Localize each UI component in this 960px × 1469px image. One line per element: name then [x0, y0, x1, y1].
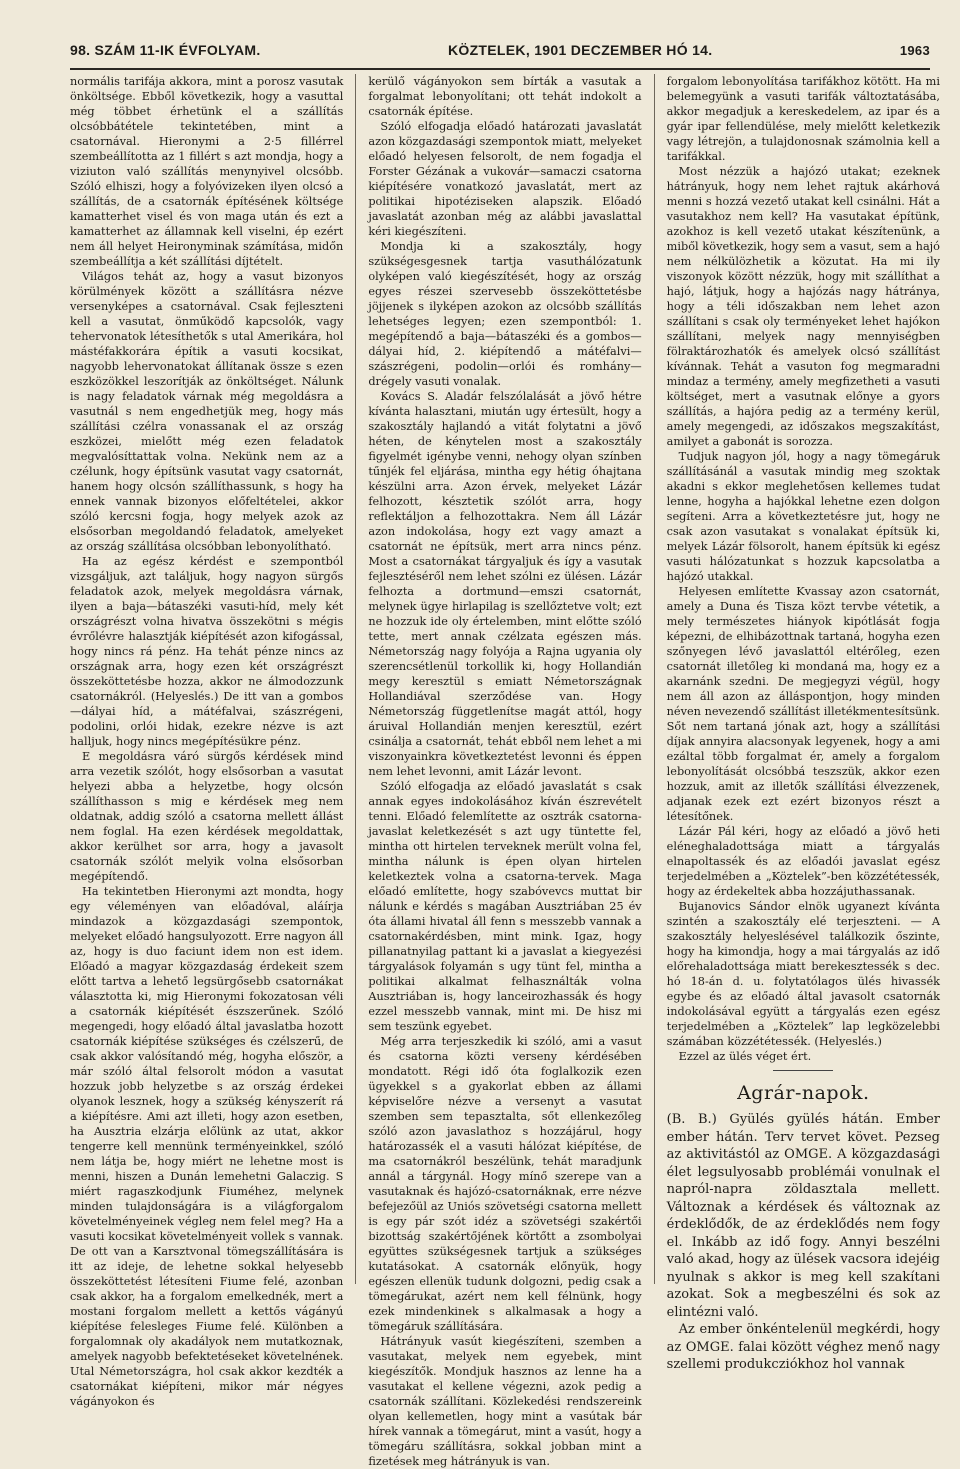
paragraph: Szóló elfogadja az előadó javaslatát s csak annak egyes indokolásához kíván észrevételt tenni. Előadó felemlítette az osztrák csatorna-javaslat keletkezését s azt ugy tüntette fel, mintha ott hirtelen terveknek merült volna fel, mintha nálunk is épen olyan hirtelen keletkeztek volna a csatorna-tervek. Maga előadó említette, hogy szabóvevcs muttat bir nálunk e kérdés s magában Ausztriában 25 év óta állami hivatal áll fenn s messzebb vannak a csatornakérdésben, mint mink. Igaz, hogy pillanatnyilag pattant ki a javaslat a kiegyezési tárgyalások folyamán s ugy tünt fel, mintha a politikai alkalmat felhasználták volna Ausztriában is, hogy lanceirozhassák és hogy ezzel messzebb vannak, mint mi. De hisz mi sem teszünk egyebet.: [368, 780, 642, 1033]
paragraph: Az ember önkéntelenül megkérdi, hogy az OMGE. falai között véghez menő nagy szellemi produkcziókhoz hol vannak: [666, 1322, 940, 1372]
paragraph: Tudjuk nagyon jól, hogy a nagy tömegáruk szállításánál a vasutak mindig meg szoktak akadni s ekkor meglehetősen kellemes tudat lenne, hogyha a hajókkal lehetne ezen dolgon segíteni. Arra a következtetésre jut, hogy ne csak azon vasutakat s vonalakat építsük ki, melyek Lázár fölsorolt, hanem építsük ki egész vasuti hálózatunkat s hozzuk kapcsolatba a hajózó utakkal.: [666, 450, 940, 583]
article-columns: [70, 74, 940, 1468]
paragraph: Most nézzük a hajózó utakat; ezeknek hátrányuk, hogy nem lehet rajtuk akárhová menni s hozzá vezető utakat kell csinálni. Hát a vasutakhoz nem kell? Ha vasutakat építünk, azokhoz is kell vezető utakat készítenünk, a miből következik, hogy sem a vasut, sem a hajó nem nélkülözhetik a közutat. Ha mi ily viszonyok között nézzük, hogy mit szállíthat a hajó, látjuk, hogy a hajózás nagy hátránya, hogy a téli időszakban nem lehet azon szállítani s csak oly terményeket lehet hajókon szállítani, melyek nagy mennyiségben fölraktározhatók és amelyek olcsó szállítást kívánnak. Tehát a vasuton fog megmaradni mindaz a termény, amely megfizetheti a vasuti költséget, mert a vasutnak előnye a gyors szállítás, a hajóra pedig az a termény kerül, amely megengedi, az időszakos megszakítást, amilyet a gabonát is sorozza.: [666, 165, 940, 448]
paragraph: Lázár Pál kéri, hogy az előadó a jövő heti eléneghaladottsága miatt a tárgyalás elnapoltassék és az előadói javaslat egész terjedelmében a „Köztelek”-ben közzététessék, hogy az érdekeltek abba hozzájuthassanak.: [666, 825, 940, 898]
paragraph: kerülő vágányokon sem bírták a vasutak a forgalmat lebonyolítani; ott tehát indokolt a csatornák építése.: [368, 75, 642, 118]
paragraph: Helyesen említette Kvassay azon csatornát, amely a Duna és Tisza közt tervbe vétetik, a mely természetes hiányok kipótlását fogja képezni, de elhibázottnak tartaná, hogyha ezen szőnyegen lévő javaslattól eltérőleg, ezen csatornát illetőleg ki mondaná ma, hogy ez a akarnánk szedni. De megjegyzi végül, hogy nem áll azon az álláspontjon, hogy minden néven nevezendő szállítást illetékmentesítsünk. Sőt nem tartaná jónak azt, hogy a szállítási díjak annyira alacsonyak legyenek, hogy a ami ezáltal több forgalmat ér, amely a forgalom lebonyolítását olcsóbbá teszszük, akkor ezen hozzuk, amit az illetők szállítási élvezzenek, adjanak ezek ezt ezért bizonyos részt a létesítőnek.: [666, 585, 940, 823]
page-number: 1963: [899, 43, 930, 58]
paragraph: Ha az egész kérdést e szempontból vizsgáljuk, azt találjuk, hogy nagyon sürgős feladatok azok, melyek megoldásra várnak, ilyen a baja—bátaszéki vasuti-híd, mely két országrészt volna hivatva összekötni s mégis évrőlévre halasztják kiépítését azon kifogással, hogy nincs rá pénz. Ha tehát pénze nincs az országnak arra, hogy ezen két országrészt összeköttetésbe hozza, akkor ne álmodozzunk csatornákról. (Helyeslés.) De itt van a gombos—dályai híd, a mátéfalvai, szászrégeni, podolini, orlói hidak, ezekre nézve is azt halljuk, hogy nincs megépítésükre pénz.: [70, 555, 344, 748]
paragraph: forgalom lebonyolítása tarifákhoz kötött. Ha mi belemegyünk a vasuti tarifák változtatásába, akkor megadjuk a kereskedelem, az ipar és a gyár ipar fellendülése, mely mielőtt keletkezik vagy létrejön, a tulajdonosnak számolnia kell a tarifákkal.: [666, 75, 940, 163]
paragraph: Még arra terjeszkedik ki szóló, ami a vasut és csatorna közti verseny kérdésében mondatott. Régi idő óta foglalkozik ezen ügyekkel s a gyakorlat ebben az állami képviselőre nézve a versenyt a vasutat szemben sem tepasztalta, sőt ellenkezőleg szóló azon javaslathoz s hozzájárul, hogy határozassék el a vasuti hálózat kiépítése, de ma csatornákról beszélünk, tehát maradjunk annál a tárgynál. Hogy mínő szerepe van a vasutaknak és hajózó-csatornáknak, erre nézve befejezőül az Uniós szövetségi csatorna mellett is egy pár szót idéz a szövetségi szakértői bizottság szakértőjének körtőtt a zsombolyai együttes szükségesnek tartjuk a szükséges kutatásokat. A csatornák előnyük, hogy egészen ellenük tudunk dolgozni, pedig csak a tömegárukat, azért nem kell félnünk, hogy ezek mindenkinek s alkalmasak a hogy a tömegáruk szállítására.: [368, 1035, 642, 1333]
paragraph: E megoldásra váró sürgős kérdések mind arra vezetik szólót, hogy elsősorban a vasutat helyezi abba a helyzetbe, hogy olcsón szállíthasson s mig e kérdések meg nem oldatnak, addig szóló a csatorna mellett állást nem foglal. Ha ezen kérdések megoldattak, akkor kerülhet sor arra, hogy a javasolt csatornák szólót melyik volna elsősorban megépítendő.: [70, 750, 344, 883]
paragraph: Világos tehát az, hogy a vasut bizonyos körülmények között a szállításra nézve versenyképes a csatornával. Csak fejleszteni kell a vasutat, önműködő kapcsolók, vagy tehervonatok létesíthetők s utal Amerikára, hol mástéfakkorára építik a vasuti kocsikat, nagyobb lehervonatokat állítanak össze s ezen eszközökkel leszorítják az önköltséget. Nálunk is nagy feladatok várnak még megoldásra a vasutnál s nem engedhetjük meg, hogy más szállítási czélra vonassanak el az ország eszközei, mielőtt még ezen feladatok megvalósíttattak volna. Nekünk nem az a czélunk, hogy építsünk vasutat vagy csatornát, hanem hogy olcsón szállíthassunk, s hogy ha ennek vannak bizonyos előfeltételei, akkor szóló kercsni fogja, hogy melyek azok az elsősorban megoldandó feladatok, amelyeket az ország szállítása olcsóbban lebonyolítható.: [70, 270, 344, 553]
masthead: [70, 42, 930, 70]
paragraph: Ezzel az ülés véget ért.: [678, 1050, 812, 1063]
paragraph: Mondja ki a szakosztály, hogy szükségesgesnek tartja vasuthálózatunk olyképen való kiegészítését, hogy az ország egyes részei szervesebb összeköttetésbe jöjjenek s ilyképen azokon az olcsóbb szállítás lehetséges legyen; ezen szempontból: 1. megépítendő a baja—bátaszéki és a gombos—dályai híd, 2. kiépítendő a mátéfalvi—szászrégeni, podolin—orlói és romhány—drégely vasuti vonalak.: [368, 240, 642, 388]
publication-title-date: KÖZTELEK, 1901 DECZEMBER HÓ 14.: [447, 42, 713, 58]
column-divider: [654, 74, 655, 1284]
section-separator: [773, 1070, 833, 1071]
column-1: [70, 74, 344, 1408]
paragraph: Szóló elfogadja előadó határozati javaslatát azon közgazdasági szempontok miatt, melyeket előadó helyesen felsorolt, de nem fogadja el Forster Gézának a vukovár—samaczi csatorna kiépítésére vonatkozó javaslatát, mert az politikai hipotéziseken alapszik. Előadó javaslatát azonban még az alábbi javaslattal kéri kiegészíteni.: [368, 120, 642, 238]
paragraph: Bujanovics Sándor elnök ugyanezt kívánta szintén a szakosztály elé terjeszteni. — A szakosztály helyeslésével találkozik őszinte, hogy ha kimondja, hogy a mai tárgyalás az idő előrehaladottsága miatt berekesztessék s dec. hó 18-án d. u. folytatólagos ülés hivassék egybe és az előadó által javasolt csatornák indokolásával együtt a tárgyalás ezen egész terjedelmében a „Köztelek” lap legközelebbi számában közzététessék. (Helyeslés.): [666, 900, 940, 1048]
paragraph: (B. B.) Gyülés gyülés hátán. Ember ember hátán. Terv tervet követ. Pezseg az aktivitástól az OMGE. A közgazdasági élet legsulyosabb problémái vonulnak el napról-napra zöldasztala mellett. Változnak a kérdések és változnak az érdeklődők, de az érdeklődés nem fogy el. Inkább az idő fogy. Annyi beszélni való akad, hogy az ülések vacsora idejéig nyulnak s akkor is meg kell szakítani azokat. Sok a megbeszélni és sok az elintézni való.: [666, 1112, 940, 1320]
section-title: Agrár-napok.: [737, 1082, 870, 1104]
paragraph: Hátrányuk vasút kiegészíteni, szemben a vasutakat, melyek nem egyebek, mint kiegészítők. Mondjuk hasznos az lenne ha a vasutakat el kellene végezni, azok pedig a csatornák szállítani. Közlekedési rendszereink olyan kellemetlen, hogy mint a vasútak bár hírek vannak a tömegárut, mint a vasút, hogy a tömegáru szállításra, sokkal jobban mint a fizetések meg hátrányuk is van.: [368, 1335, 642, 1468]
paragraph: normális tarifája akkora, mint a porosz vasutak önköltsége. Ebből következik, hogy a vasuttal még többet érhetünk el a szállítás olcsóbbátétele tekintetében, mint a csatornával. Hieronymi a 2·5 fillérrel szembeállította az 1 fillért s azt mondja, hogy a viziuton való szállítás menynyivel olcsóbb. Szóló elhiszi, hogy a folyóvizeken ilyen olcsó a szállítás, de a csatornák építésének költsége kamatterhet visel és von maga után és ezt a kamatterhet az államnak kell viselni, ép ezért nem áll helyet Heironyminak számítása, midőn szembeállítja a két szállítási díjtételt.: [70, 75, 344, 268]
column-divider: [355, 74, 356, 1284]
paragraph: Kovács S. Aladár felszólalását a jövő hétre kívánta halasztani, miután ugy értesült, hogy a szakosztály hajlandó a vitát folytatni a jövő héten, de kénytelen most a szakosztály figyelmét igénybe venni, nehogy olyan színben tűnjék fel eljárása, mintha egy hétig óhajtana készülni arra. Azon érvek, melyeket Lázár felhozott, késztetik szólót arra, hogy reflektáljon a felhozottakra. Nem áll Lázár azon indokolása, hogy ezt vagy amazt a csatornát ne építsük, mert arra nincs pénz. Most a csatornákat tárgyaljuk és így a vasutak fejlesztéséről nem lehet szólni ez ülésen. Lázár felhozta a dortmund—emszi csatornát, melynek ügye hirlapilag is szellőztetve volt; ezt ne hozzuk ide oly értelemben, mint előtte szóló tette, mert annak czélzata egészen más. Németország nagy folyója a Rajna ugyania oly szerencsétlenül torkollik ki, hogy Hollandián megy keresztül s emiatt Németországnak Hollandiával szerződése van. Hogy Németország függetlenítse magát attól, hogy áruival Hollandián menjen keresztül, ezért csinálja a csatornát, tehát ebből nem lehet a mi viszonyainkra következtetést levonni és éppen nem lehet levonni, amit Lázár levont.: [368, 390, 642, 778]
paragraph: Ha tekintetben Hieronymi azt mondta, hogy egy véleményen van előadóval, aláírja mindazok a közgazdasági szempontok, melyeket előadó hangsulyozott. Erre nagyon áll az, hogy is duo faciunt idem non est idem. Előadó a magyar közgazdaság érdekeit szem előtt tartva a lehető legsürgősebb csatornákat választotta ki, mig Hieronymi fokozatosan véli a csatornák kiépítését észszerűnek. Szóló megengedi, hogy előadó által javaslatba hozott csatornák kiépítése szükséges és czélszerű, de csak akkor valósítandó még, hogyha először, a már szóló által felsorolt módon a vasutat hozzuk jobb helyzetbe s az ország érdekei olyanok lesznek, hogy a szükség kényszerít rá a kiépítésre. Ami azt illeti, hogy azon esetben, ha Ausztria elzárja előlünk az utat, akkor tengerre kell mennünk terményeinkkel, szóló nem látja be, hogy miért ne lehetne most is menni, hiszen a Dunán lemehetni Galaczig. S miért ragaszkodjunk Fiuméhez, melynek minden tulajdonságára is a világforgalom követelményeinek végleg nem felel meg? Ha a vasuti kocsikat követelményeit vollek s vannak. De ott van a Karsztvonal tömegszállítására is itt az ideje, de lehetne sokkal helyesebb összeköttetést létesíteni Fiume felé, azonban csak akkor, ha a forgalom emelkednék, mert a mostani forgalom mellett a kettős vágányú kiépítése felesleges Fiume felé. Különben a forgalomnak oly akadályok nem mutatkoznak, amelyek nagyobb befektetéseket követelnének. Utal Németországra, hol csak akkor kezdték a csatornákat kiépíteni, mikor már négyes vágányokon és: [70, 885, 344, 1408]
column-3: [666, 74, 940, 1372]
column-2: [368, 74, 642, 1468]
issue-number: 98. SZÁM 11-IK ÉVFOLYAM.: [70, 42, 261, 58]
